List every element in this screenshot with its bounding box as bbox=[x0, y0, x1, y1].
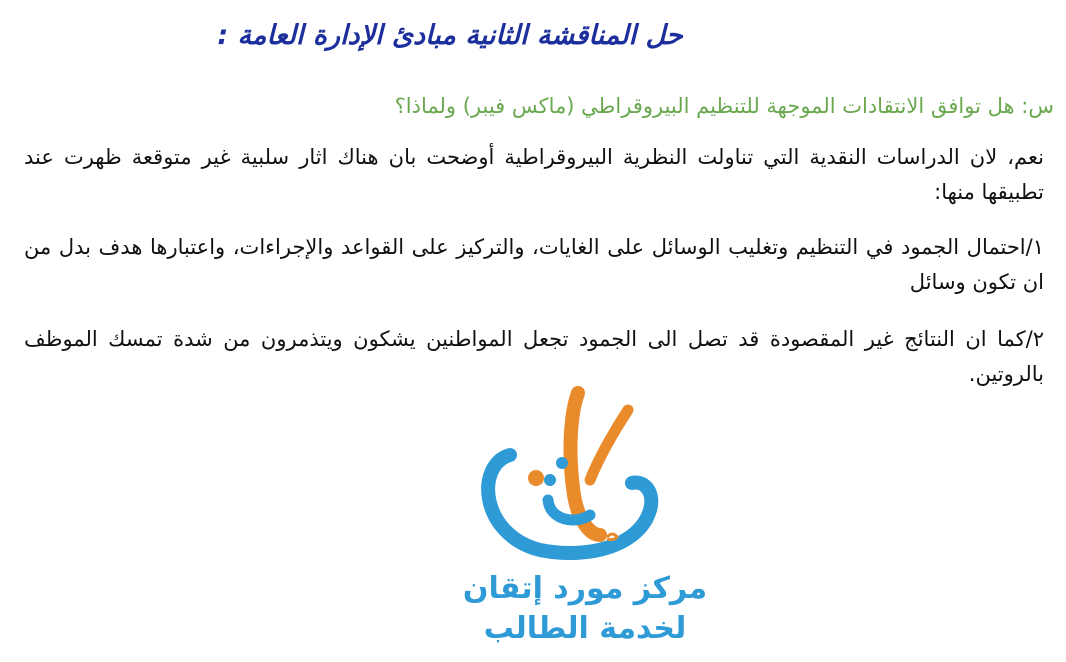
emblem-orange-diagonal bbox=[590, 410, 628, 480]
emblem-blue-dot-1 bbox=[556, 457, 568, 469]
question-text: س: هل توافق الانتقادات الموجهة للتنظيم البيروقراطي (ماكس فيبر) ولماذا؟ bbox=[394, 94, 1054, 118]
emblem-hamza bbox=[607, 534, 617, 540]
emblem-orange-dot bbox=[528, 470, 544, 486]
answer-point-2: ٢/كما ان النتائج غير المقصودة قد تصل الى الجمود تجعل المواطنين يشكون ويتذمرون من شدة تمسك الموظف بالروتين. bbox=[24, 327, 1044, 386]
answer-point-1: ١/احتمال الجمود في التنظيم وتغليب الوسائل على الغايات، والتركيز على القواعد والإجراءات، واعتبارها هدف بدل من ان تكون وسائل bbox=[24, 235, 1044, 294]
itqan-logo bbox=[450, 385, 720, 655]
logo-tagline: لخدمة الطالب bbox=[483, 611, 687, 646]
emblem-blue-dot-2 bbox=[544, 474, 556, 486]
answer-paragraph-intro: نعم، لان الدراسات النقدية التي تناولت النظرية البيروقراطية أوضحت بان هناك اثار سلبية غير متوقعة ظهرت عند تطبيقها منها: bbox=[24, 145, 1044, 204]
itqan-emblem-icon bbox=[450, 385, 720, 575]
logo-center-name: مركز مورد إتقان bbox=[462, 571, 708, 606]
page-title: حل المناقشة الثانية مبادئ الإدارة العامة : bbox=[217, 20, 683, 51]
